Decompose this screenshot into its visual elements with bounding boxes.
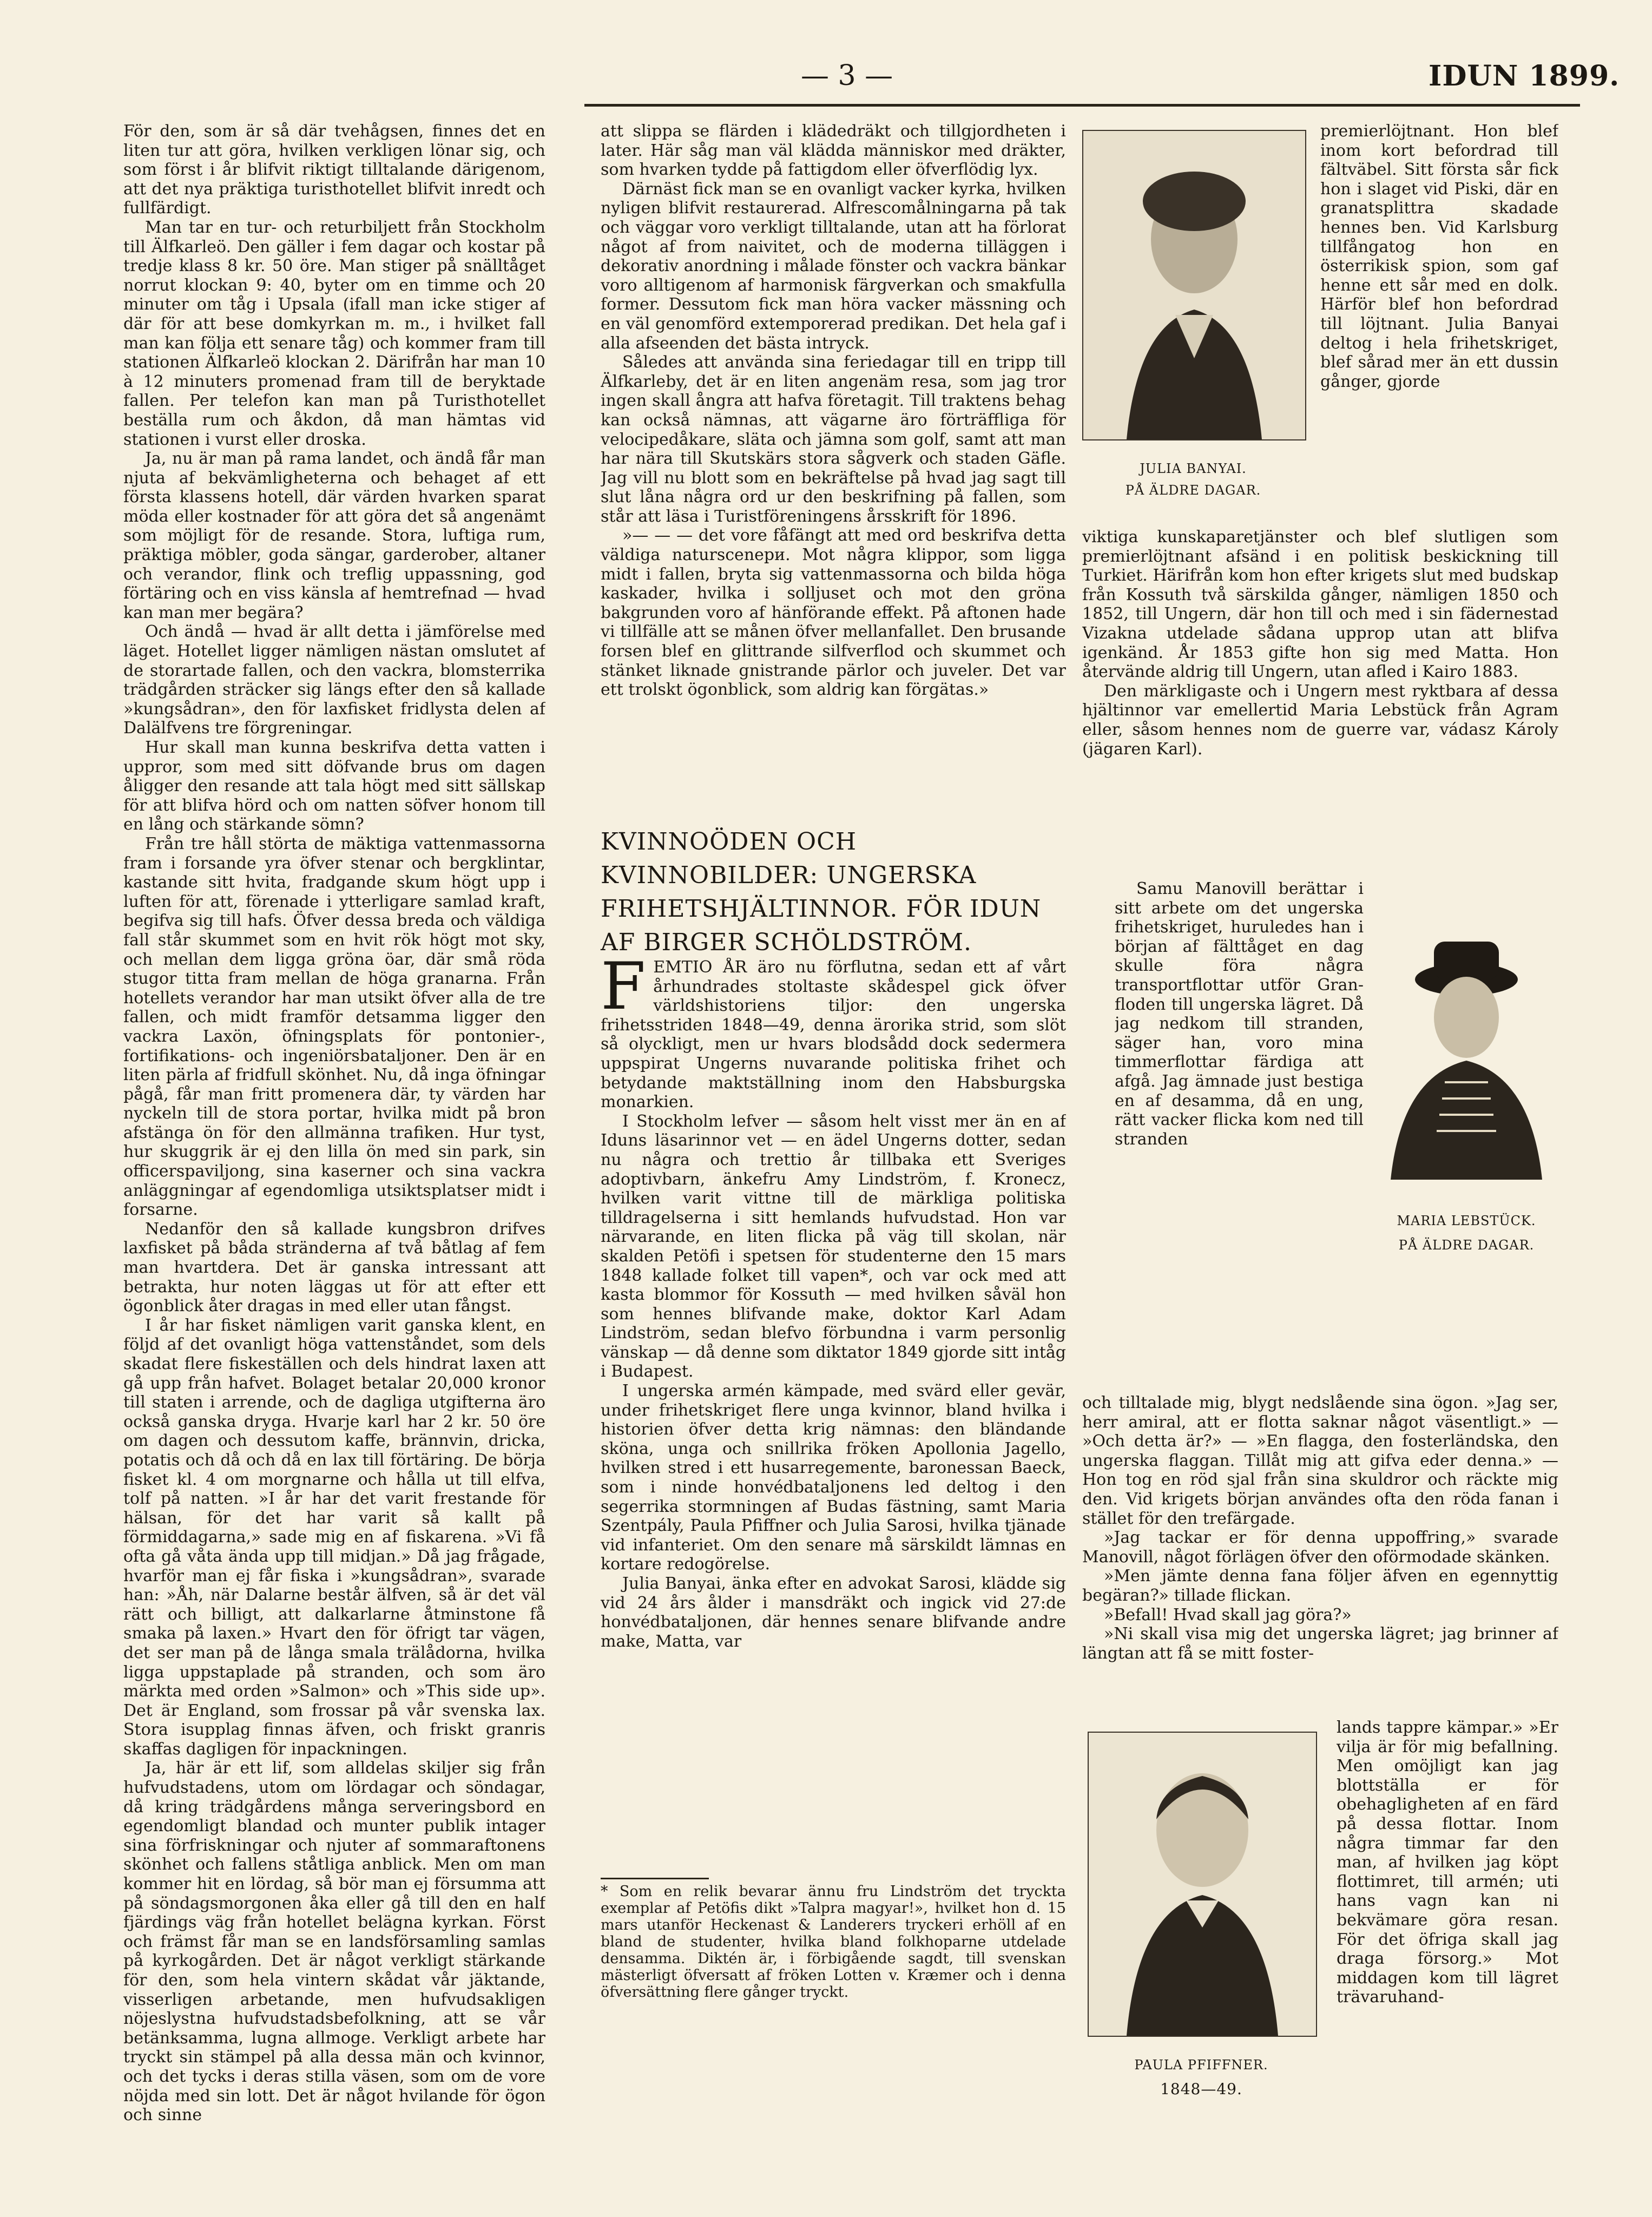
column-3-wide <box>1082 1393 1558 1718</box>
paragraph: Man tar en tur- och returbiljett från Stockholm till Älfkarleö. Den gäller i fem dagar och kostar på tredje klass 8 kr. 50 öre. Man stiger på snälltåget norrut klockan 9: 40, byter om en timme och 20 minuter om tåg i Upsala (ifall man icke stiger af där för att bese domkyrkan m. m., i hvilket fall man kan följa ett senare tåg) och kommer fram till stationen Älfkarleö klockan 2. Därifrån har man 10 à 12 minuters promenad fram till de beryktade fallen. Per telefon kan man på Turisthotellet beställa rum och åkdon, då man hämtas vid stationen i vurst eller droska. <box>123 218 545 449</box>
portrait-illustration <box>1083 131 1305 439</box>
caption-julia-line2: PÅ ÄLDRE DAGAR. <box>1125 483 1261 498</box>
drop-cap: F <box>601 958 646 1024</box>
paragraph: I ungerska armén kämpade, med svärd eller gevär, under frihetskriget flere unga kvinnor, bland hvilka i historien öfver detta krig nämnas: den bländande sköna, unga och snillrika fröken Apollonia Jagello, hvilken stred i ett husarregemente, baronessan Baeck, som i ninde honvédbataljonens led deltog i den segerrika stormningen af Budas fästning, samt Maria Szentpály, Paula Pfiffner och Julia Sarosi, hvilka tjänade vid infanteriet. Om den senare må särskildt lämnas en kortare redogörelse. <box>601 1381 1066 1574</box>
article-title: KVINNOÖDEN OCH KVINNOBILDER: UNGERSKA FRIHETSHJÄLTINNOR. FÖR IDUN AF BIRGER SCHÖLDSTRÖM. <box>601 828 1042 956</box>
column-3-bottom <box>1337 1718 1558 2194</box>
header-rule <box>584 104 1580 107</box>
paragraph: Därnäst fick man se en ovanligt vacker kyrka, hvilken nyligen blifvit restaurerad. Alfrescomålningarna på tak och väggar voro verkligt tilltalande, utan att ha förlorat något af from naivitet, och de moderna tilläggen i dekorativ anordning i målade fönster och vackra bänkar voro alltigenom af harmonisk färgverkan och smakfulla former. Dessutom fick man höra vacker mässning och en väl genomförd extemporerad predikan. Det hela gaf i alla afseenden det bästa intryck. <box>601 179 1066 353</box>
column-2 <box>601 122 1066 804</box>
paragraph: och tilltalade mig, blygt nedslående sina ögon. »Jag ser, herr amiral, att er flotta saknar något väsentligt.» — »Och detta är?» — »En flagga, den fosterländska, den ungerska flaggan. Tillåt mig att gifva eder denna.» — Hon tog en röd sjal från sina skuldror och räckte mig den. Vid krigets början användes ofta den röda fanan i stället för den trefärgade. <box>1082 1393 1558 1528</box>
paragraph: Således att använda sina feriedagar till en tripp till Älfkarleby, det är en liten angenäm resa, som jag tror ingen skall ångra att hafva företagit. Till traktens behag kan också nämnas, att vägarne äro förträffliga för velocipedåkare, släta och jämna som golf, samt att man har nära till Skutskärs stora sågverk och staden Gäfle. Jag vill nu blott som en bekräftelse på hvad jag sagt till slut låna några ord ur den beskrifning på fallen, som står att läsa i Turistföreningens årsskrift för 1896. <box>601 353 1066 526</box>
paragraph: För den, som är så där tvehågsen, finnes det en liten tur att göra, hvilken verkligen lönar sig, och som först i år blifvit riktigt tilltalande därigenom, att det nya präktiga turisthotellet blifvit inredt och fullfärdigt. <box>123 122 545 218</box>
paragraph: FEMTIO ÅR äro nu förflutna, sedan ett af vårt århundrades stoltaste skådespel gick öfver världshistoriens tiljor: den ungerska frihetsstriden 1848—49, denna ärorika strid, som slöt så olyckligt, men ur hvars blodsådd dock sedermera uppspirat Ungerns nuvarande politiska frihet och betydande maktställning inom den Habsburgska monarkien. <box>601 958 1066 1112</box>
paragraph: Nedanför den så kallade kungsbron drifves laxfisket på båda stränderna af två båtlag af fem man hvartdera. Det är ganska intressant att betrakta, hur noten läggas ut för att efter ett ögonblick åter dragas in med eller utan fångst. <box>123 1219 545 1316</box>
paragraph: Den märkligaste och i Ungern mest ryktbara af dessa hjältinnor var emellertid Maria Lebstück från Agram eller, såsom hennes nom de guerre var, vádasz Károly (jägaren Karl). <box>1082 681 1558 759</box>
column-1 <box>123 122 545 2189</box>
caption-paula-line2: 1848—49. <box>1160 2080 1242 2098</box>
paragraph: »— — — det vore fåfängt att med ord beskrifva detta väldiga naturscenери. Mot några klippor, som ligga midt i fallen, bryta sig vattenmassorna och bilda höga kaskader, hvilka i solljuset och mot den gröna bakgrunden voro af hänförande effekt. På aftonen hade vi tillfälle att se månen öfver mellanfallet. Den brusande forsen blef en glittrande silfverflod och skummet och stänket liknade gnistrande pärlor och juveler. Det var ett trolskt ögonblick, som aldrig kan förgätas.» <box>601 526 1066 700</box>
journal-title: IDUN 1899. <box>1429 60 1620 93</box>
article-body <box>601 958 1066 1867</box>
page-number: — 3 — <box>801 60 893 92</box>
paragraph: Julia Banyai, änka efter en advokat Sarosi, klädde sig vid 24 års ålder i mansdräkt och ingick vid 27:de honvédbataljonen, där hennes senare blifvande andre make, Matta, var <box>601 1574 1066 1651</box>
column-3-top <box>1320 122 1558 528</box>
caption-julia-line1: JULIA BANYAI. <box>1140 461 1247 476</box>
paragraph: »Jag tackar er för denna uppoffring,» svarade Manovill, något förlägen öfver den oförmodade skänken. <box>1082 1528 1558 1567</box>
portrait-paula-pfiffner <box>1088 1732 1317 2037</box>
portrait-maria-lebstuck <box>1374 920 1558 1180</box>
portrait-julia-banyai <box>1082 130 1306 440</box>
paragraph: Samu Manovill berättar i sitt arbete om det ungerska frihetskriget, huruledes han i början af fälttåget en dag skulle föra några transportflottar utför Gran-floden till ungerska lägret. Då jag nedkom till stranden, säger han, voro mina timmerflottar färdiga att afgå. Jag ämnade just bestiga en af desamma, då en ung, rätt vacker flicka kom ned till stranden <box>1115 879 1364 1149</box>
paragraph: Ja, nu är man på rama landet, och ändå får man njuta af bekvämligheterna och behaget af ett första klassens hotell, där värden hvarken sparat möda eller kostnader för att göra det så angenämt som möjligt för de resande. Stora, luftiga rum, präktiga möbler, goda sängar, garderober, altaner och verandor, flink och treflig uppassning, god förtäring och en viss känsla af hemtrefnad — hvad kan man mer begära? <box>123 449 545 622</box>
paragraph: I år har fisket nämligen varit ganska klent, en följd af det ovanligt höga vattenståndet, som dels skadat flere fiskeställen och dels hindrat laxen att gå upp från hafvet. Bolaget betalar 20,000 kronor till staten i arrende, och de dagliga utgifterna äro också ganska dryga. Hvarje karl har 2 kr. 50 öre om dagen och dessutom kaffe, brännvin, dricka, potatis och då och då en lax till förtäring. De börja fisket kl. 4 om morgnarne och hålla ut till elfva, tolf på natten. »I år har det varit frestande för hälsan, för det har varit så kallt på förmiddagarna,» sade mig en af fiskarena. »Vi få ofta gå våta ända upp till midjan.» Då jag frågade, hvarför man ej får fiska i »kungsådran», svarade han: »Åh, när Dalarne består älfven, så är det väl rätt och billigt, att dalkarlarne åtminstone få smaka på laxen.» Hvart den för öfrigt tar vägen, det ser man på de långa smala trälådorna, hvilka ligga uppstaplade på stranden, och som äro märkta med orden »Salmon» och »This side up». Det är England, som frossar på vår svenska lax. Stora isupplag finnas äfven, och friskt granris skaffas dagligen för inpackningen. <box>123 1315 545 1759</box>
column-3-narrow <box>1115 879 1364 1393</box>
column-3-mid <box>1082 528 1558 852</box>
footnote-rule <box>601 1878 709 1879</box>
portrait-illustration <box>1089 1733 1316 2036</box>
paragraph: lands tappre kämpar.» »Er vilja är för mig befallning. Men omöjligt kan jag blottställa er för obehagligheten af en färd på dessa flottar. Inom några timmar far den man, af hvilken jag köpt flottimret, till armén; uti hans vagn kan ni bekvämare göra resan. För det öfriga skall jag draga försorg.» Mot middagen kom till lägret trävaruhand- <box>1337 1718 1558 2007</box>
paragraph: viktiga kunskaparetjänster och blef slutligen som premierlöjtnant afsänd i en politisk beskickning till Turkiet. Härifrån kom hon efter krigets slut med budskap från Kossuth två särskilda gånger, nämligen 1850 och 1852, till Ungern, där hon till och med i sin fädernestad Vizakna utdelade sådana upprop utan att blifva igenkänd. År 1853 gifte hon sig med Matta. Hon återvände aldrig till Ungern, utan afled i Kairo 1883. <box>1082 528 1558 682</box>
footnote: * Som en relik bevarar ännu fru Lindström det tryckta exemplar af Petöfis dikt »Talpra magyar!», hvilket hon d. 15 mars utanför Heckenast & Landerers tryckeri erhöll af en bland de studenter, hvilka bland folkhoparne utdelade densamma. Diktén är, i förbigående sagdt, till svenskan mästerligt öfversatt af fröken Lotten v. Kræmer och i denna öfversättning flere gånger tryckt. <box>601 1883 1066 2001</box>
paragraph: Ja, här är ett lif, som alldelas skiljer sig från hufvudstadens, utom om lördagar och söndagar, då kring trädgårdens många serveringsbord en egendomligt blandad och munter publik intager sina förfriskningar och njuter af sommaraftonens skönhet och fallens ståtliga anblick. Men om man kommer hit en lördag, så bör man ej försumma att på söndagsmorgonen åka eller gå till den en half fjärdings väg från hotellet belägna kyrkan. Först och främst får man se en landsförsamling samlas på kyrkogården. Det är något verkligt stärkande för den, som hela vintern skådat vår jäktande, visserligen arbetande, men hufvudsakligen nöjeslystna hufvudstadsbefolkning, att se vår betänksamma, lugna allmoge. Verkligt arbete har tryckt sin stämpel på alla dessa män och kvinnor, och det tycks i deras stilla väsen, som om de vore nöjda med sin lott. Det är något hvilande för ögon och sinne <box>123 1759 545 2125</box>
paragraph: premierlöjtnant. Hon blef inom kort befordrad till fältväbel. Sitt första sår fick hon i slaget vid Piski, där en granatsplittra skadade hennes ben. Vid Karlsburg tillfångatog hon en österrikisk spion, som gaf henne ett sår med en dolk. Härför blef hon befordrad till löjtnant. Julia Banyai deltog i hela frihetskriget, blef sårad mer än ett dussin gånger, gjorde <box>1320 122 1558 391</box>
portrait-illustration <box>1374 920 1558 1180</box>
paragraph: I Stockholm lefver — såsom helt visst mer än en af Iduns läsarinnor vet — en ädel Ungerns dotter, sedan nu några och trettio år tillbaka ett Sveriges adoptivbarn, änkefru Amy Lindström, f. Kronecz, hvilken varit vittne till de märkliga politiska tilldragelserna i sitt hemlands hufvudstad. Hon var närvarande, en liten flicka på väg till skolan, när skalden Petöfi i spetsen för studenterne den 15 mars 1848 kallade folket till vapen*, och var ock med att kasta blommor för Kossuth — med hvilken såväl hon som hennes blifvande make, doktor Karl Adam Lindström, sedan blefvo förbundna i varm personlig vänskap — då denne som diktator 1849 gjorde sitt intåg i Budapest. <box>601 1111 1066 1381</box>
caption-maria-line1: MARIA LEBSTÜCK. <box>1397 1213 1536 1228</box>
paragraph: Och ändå — hvad är allt detta i jämförelse med läget. Hotellet ligger nämligen nästan omslutet af de storartade fallen, och den vackra, blomsterrika trädgården sträcker sig längs efter den så kallade »kungsådran», den för laxfisket fridlysta delen af Dalälfvens tre förgreningar. <box>123 622 545 738</box>
paragraph: Från tre håll störta de mäktiga vattenmassorna fram i forsande yra öfver stenar och bergklintar, kastande sitt hvita, fradgande skum högt upp i luften för att, förenade i ytterligare samlad kraft, begifva sig till hafs. Öfver dessa breda och väldiga fall står skummet som en hvit rök högt mot sky, och mellan dem ligga gröna öar, där små röda stugor titta fram mellan de höga granarna. Från hotellets verandor har man utsikt öfver alla de tre fallen, och midt framför detsamma ligger den vackra Laxön, öfningsplats för pontonier-, fortifikations- och ingeniörsbataljoner. Den är en liten pärla af fridfull skönhet. Nu, då inga öfningar pågå, får man fritt promenera där, ty värden har nyckeln till de stora portar, hvilka midt på bron afstänga ön för den allmänna trafiken. Hur tyst, hur skuggrik är ej den lilla ön med sin park, sin officerspaviljong, sina kaserner och sina vackra anläggningar af egendomliga utsiktsplatser midt i forsarne. <box>123 834 545 1220</box>
caption-paula-line1: PAULA PFIFFNER. <box>1134 2057 1268 2073</box>
paragraph: Hur skall man kunna beskrifva detta vatten i uppror, som med sitt döfvande brus om dagen åligger den resande att tala högt med sitt sällskap för att blifva hörd och om natten söfver honom till en lång och stärkande sömn? <box>123 738 545 834</box>
caption-maria-line2: PÅ ÄLDRE DAGAR. <box>1398 1238 1535 1253</box>
paragraph: »Men jämte denna fana följer äfven en egennyttig begäran?» tillade flickan. <box>1082 1567 1558 1605</box>
paragraph: »Ni skall visa mig det ungerska lägret; jag brinner af längtan att få se mitt foster- <box>1082 1624 1558 1663</box>
paragraph: att slippa se flärden i klädedräkt och tillgjordheten i later. Här såg man väl klädda människor med dräkter, som hvarken tydde på fattigdom eller öfverflödig lyx. <box>601 122 1066 180</box>
paragraph: »Befall! Hvad skall jag göra?» <box>1104 1605 1352 1624</box>
